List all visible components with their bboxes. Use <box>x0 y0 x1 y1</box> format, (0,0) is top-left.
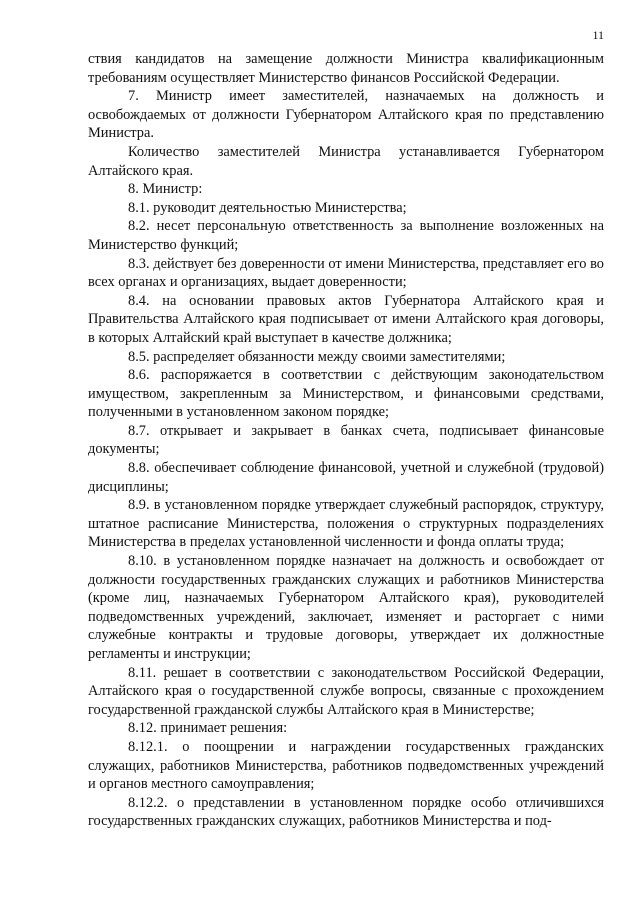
paragraph-item-8-12: 8.12. принимает решения: <box>128 720 288 737</box>
document-body <box>88 50 604 831</box>
paragraph-item-8-10: 8.10. в установленном порядке назначает на должность и освобождает от должности государственных гражданских служащих и работников Министерства (кроме лиц, назначаемых Губернатором Алтайского края), руководителей подведомственных учреждений, заключает, изменяет и расторгает с ними служебные контракты и трудовые договоры, утверждает их должностные регламенты и инструкции; <box>88 553 604 662</box>
paragraph-item-8-5: 8.5. распределяет обязанности между своими заместителями; <box>128 348 506 365</box>
page-number: 11 <box>592 28 604 42</box>
paragraph-item-8-9: 8.9. в установленном порядке утверждает служебный распорядок, структуру, штатное расписание Министерства, положения о структурных подразделениях Министерства в пределах установленной численности и фонда оплаты труда; <box>88 497 604 551</box>
paragraph-item-8-6: 8.6. распоряжается в соответствии с действующим законодательством имуществом, закрепленным за Министерством, и финансовыми средствами, полученными в установленном законом порядке; <box>88 367 604 421</box>
paragraph-deputies-count: Количество заместителей Министра устанавливается Губернатором Алтайского края. <box>88 143 604 179</box>
paragraph-item-7: 7. Министр имеет заместителей, назначаемых на должность и освобождаемых от должности Губернатором Алтайского края по представлению Министра. <box>88 88 604 142</box>
paragraph-item-8-8: 8.8. обеспечивает соблюдение финансовой, учетной и служебной (трудовой) дисциплины; <box>88 460 604 495</box>
paragraph-item-8-3: 8.3. действует без доверенности от имени Министерства, представляет его во всех органах и организациях, выдает доверенности; <box>88 255 604 291</box>
paragraph-item-8-11: 8.11. решает в соответствии с законодательством Российской Федерации, Алтайского края о государственной службе вопросы, связанные с прохождением государственной гражданской службы Алтайского края в Министерстве; <box>88 664 604 718</box>
paragraph-continuation: ствия кандидатов на замещение должности Министра квалификационным требованиям осуществляет Министерство финансов Российской Федерации. <box>88 51 604 86</box>
paragraph-item-8-1: 8.1. руководит деятельностью Министерства; <box>128 199 407 216</box>
paragraph-item-8-12-2: 8.12.2. о представлении в установленном порядке особо отличившихся государственных гражданских служащих, работников Министерства и под- <box>88 794 604 830</box>
paragraph-item-8-7: 8.7. открывает и закрывает в банках счета, подписывает финансовые документы; <box>88 422 604 458</box>
paragraph-item-8-4: 8.4. на основании правовых актов Губернатора Алтайского края и Правительства Алтайского края подписывает от имени Алтайского края договоры, в которых Алтайский край выступает в качестве должника; <box>88 292 604 346</box>
paragraph-item-8: 8. Министр: <box>128 181 203 198</box>
paragraph-item-8-12-1: 8.12.1. о поощрении и награждении государственных гражданских служащих, работников Министерства, работников подведомственных учреждений и органов местного самоуправления; <box>88 738 604 793</box>
paragraph-item-8-2: 8.2. несет персональную ответственность за выполнение возложенных на Министерство функций; <box>88 218 604 253</box>
